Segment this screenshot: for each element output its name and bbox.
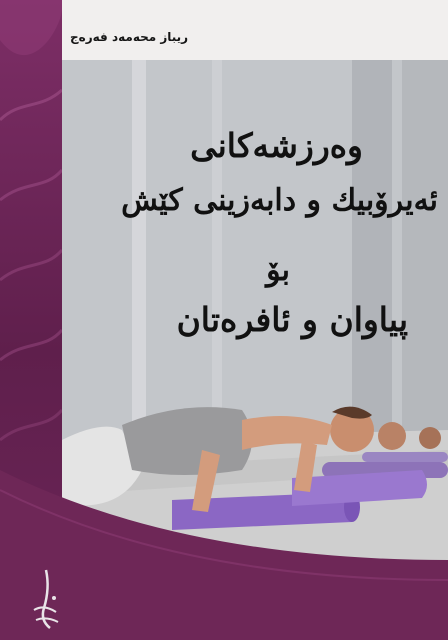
title-line-1: وەرزشەکانی (190, 126, 363, 165)
title-line-2: ئەیرۆبیك و دابەزینی كێش (121, 183, 438, 218)
author-name: ریباز محەمەد فەرەج (70, 30, 189, 44)
title-line-3: بۆ (266, 253, 290, 288)
title-line-4: پیاوان و ئافرەتان (176, 300, 408, 339)
publisher-logo-icon (26, 568, 66, 632)
